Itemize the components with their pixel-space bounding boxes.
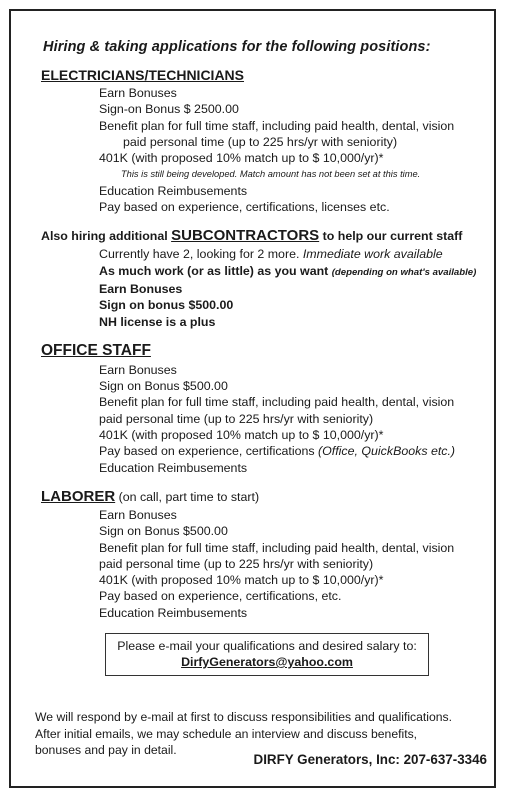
email-prompt: Please e-mail your qualifications and desired salary to: [117,639,417,654]
list-item: Sign on Bonus $500.00 [99,379,228,394]
spacer [35,476,497,488]
list-item [99,246,497,262]
list-item: Education Reimbusements [99,460,248,475]
list-item: 401K (with proposed 10% match up to $ 10,000/yr)* [99,428,384,443]
intro-after: to help our current staff [319,229,463,244]
section-title-laborer [41,488,497,505]
flyer-content [35,39,497,676]
list-item: Education Reimbusements [99,605,248,620]
subcontractors-list [99,246,497,329]
list-item: Earn Bonuses [99,362,177,377]
headline: Hiring & taking applications for the following positions: [43,39,431,55]
spacer [35,215,497,227]
email-link[interactable]: DirfyGenerators@yahoo.com [181,655,353,670]
line-plain: Currently have 2, looking for 2 more. [99,247,303,262]
line-italic: Immediate work available [302,247,443,262]
intro-before: Also hiring additional [41,229,172,244]
laborer-keyword: LABORER [41,487,116,505]
list-item: 401K (with proposed 10% match up to $ 10,000/yr)* [99,573,384,588]
flyer-border [9,9,496,788]
list-item: Pay based on experience, certifications, licenses etc. [99,200,390,215]
list-item: Education Reimbusements [99,183,248,198]
note: This is still being developed. Match amount has not been set at this time. [121,169,421,180]
email-box [105,633,429,676]
footer-line: After initial emails, we may schedule an interview and discuss benefits, [35,726,418,741]
office-list [99,362,497,476]
line-bold: As much work (or as little) as you want [99,263,332,278]
list-item: paid personal time (up to 225 hrs/yr with seniority) [123,134,398,149]
laborer-list [99,507,497,621]
list-item: Earn Bonuses [99,86,177,100]
list-item: Pay based on experience, certifications, etc. [99,589,342,604]
list-item: Sign on Bonus $500.00 [99,524,228,539]
footer-line: We will respond by e-mail at first to discuss responsibilities and qualifications. [35,710,453,724]
list-item: Sign-on Bonus $ 2500.00 [99,102,239,117]
list-item: paid personal time (up to 225 hrs/yr with seniority) [99,411,374,426]
pay-italic: (Office, QuickBooks etc.) [318,444,456,459]
laborer-note: (on call, part time to start) [115,489,260,504]
list-item [99,263,497,281]
section-title-office: OFFICE STAFF [41,341,151,359]
line-small: (depending on what's available) [331,266,477,278]
electricians-list [99,85,497,215]
list-item: paid personal time (up to 225 hrs/yr with seniority) [99,556,374,571]
footer [35,709,491,767]
subcontractors-intro [41,227,497,244]
list-item: Sign on bonus $500.00 [99,298,234,313]
list-item: NH license is a plus [99,314,216,329]
subcontractors-keyword: SUBCONTRACTORS [171,227,320,245]
list-item: Benefit plan for full time staff, including paid health, dental, vision [99,540,455,555]
list-item: Earn Bonuses [99,507,177,522]
list-item [99,443,497,459]
footer-line: bonuses and pay in detail. [35,743,177,757]
list-item: Benefit plan for full time staff, including paid health, dental, vision [99,118,455,133]
section-title-electricians: ELECTRICIANS/TECHNICIANS [41,67,245,83]
list-item: Earn Bonuses [99,281,183,296]
company-contact: DIRFY Generators, Inc: 207-637-3346 [253,752,487,767]
list-item: Benefit plan for full time staff, including paid health, dental, vision [99,395,455,410]
spacer [35,330,497,342]
pay-plain: Pay based on experience, certifications [99,444,319,459]
list-item: 401K (with proposed 10% match up to $ 10,000/yr)* [99,151,384,166]
